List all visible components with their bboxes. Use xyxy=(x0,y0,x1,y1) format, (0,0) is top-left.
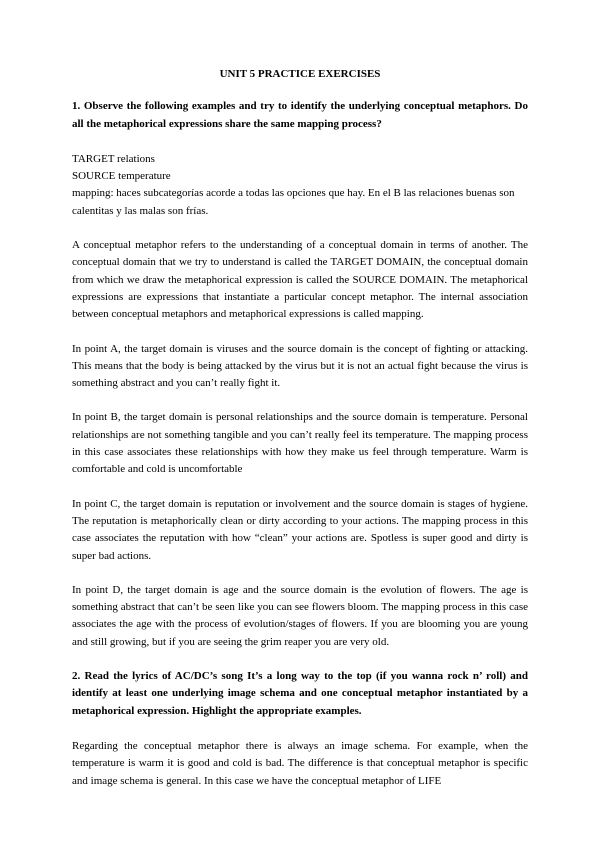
paragraph-point-c: In point C, the target domain is reputation or involvement and the source domain is stages of hygiene. The reputation is metaphorically clean or dirty according to your actions. The mapping process in this case associates the reputation with how “clean” your actions are. Spotless is super good and dirty is super bad actions. xyxy=(72,497,528,562)
paragraph-definition: A conceptual metaphor refers to the understanding of a conceptual domain in terms of another. The conceptual domain that we try to understand is called the TARGET DOMAIN, the conceptual domain from which we draw the metaphorical expression is called the SOURCE DOMAIN. The metaphorical expressions are expressions that instantiate a particular concept metaphor. The internal association between conceptual metaphors and metaphorical expressions is called mapping. xyxy=(72,239,528,321)
paragraph-point-a: In point A, the target domain is viruses and the source domain is the concept of fighting or attacking. This means that the body is being attacked by the virus but it is not an actual fight because the virus is something abstract and you can’t really fight it. xyxy=(72,342,528,390)
note-mapping: mapping: haces subcategorías acorde a todas las opciones que hay. En el B las relaciones buenas son calentitas y las malas son frías. xyxy=(72,187,515,217)
page-title: UNIT 5 PRACTICE EXERCISES xyxy=(219,68,381,80)
paragraph-point-d: In point D, the target domain is age and the source domain is the evolution of flowers. The age is something abstract that can’t be seen like you can see flowers bloom. The mapping process in this case associates the age with the process of evolution/stages of flowers. If you are blooming you are young and still growing, but if you are seeing the grim reaper you are very old. xyxy=(72,583,528,648)
question-1: 1. Observe the following examples and try to identify the underlying conceptual metaphors. Do all the metaphorical expressions share the same mapping process? xyxy=(72,100,528,130)
notes-block xyxy=(72,151,528,220)
note-target: TARGET relations xyxy=(72,152,155,165)
paragraph-image-schema: Regarding the conceptual metaphor there is always an image schema. For example, when the temperature is warm it is good and cold is bad. The difference is that conceptual metaphor is specific and image schema is general. In this case we have the conceptual metaphor of LIFE xyxy=(72,739,528,787)
question-2: 2. Read the lyrics of AC/DC’s song It’s a long way to the top (if you wanna rock n’ roll) and identify at least one underlying image schema and one conceptual metaphor instantiated by a metaphorical expression. Highlight the appropriate examples. xyxy=(72,670,528,717)
note-source: SOURCE temperature xyxy=(72,170,171,183)
paragraph-point-b: In point B, the target domain is personal relationships and the source domain is temperature. Personal relationships are not something tangible and you can’t really feel its temperature. The mapping process in this case associates these relationships with how they make us feel through temperature. Warm is comfortable and cold is uncomfortable xyxy=(72,411,528,476)
document-page xyxy=(72,66,528,790)
